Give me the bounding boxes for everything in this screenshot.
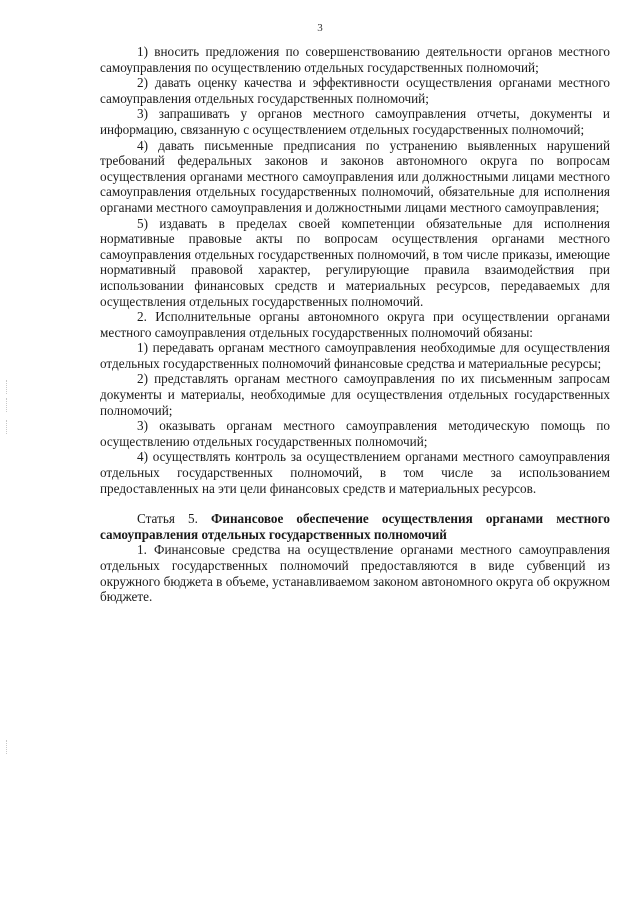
article-5-label: Статья 5.	[137, 511, 198, 527]
scan-artifact-mark	[6, 398, 8, 412]
paragraph-2: 2) давать оценку качества и эффективности осуществления органами местного самоуправления отдельных государственных полномочий;	[100, 75, 610, 106]
scan-artifact-mark	[6, 420, 8, 434]
paragraph-9: 3) оказывать органам местного самоуправления методическую помощь по осуществлению отдельных государственных полномочий;	[100, 418, 610, 449]
article-5-paragraph-1: 1. Финансовые средства на осуществление органами местного самоуправления отдельных государственных полномочий предоставляются в виде субвенций из окружного бюджета в объеме, устанавливаемом законом автономного округа об окружном бюджете.	[100, 542, 610, 605]
paragraph-5: 5) издавать в пределах своей компетенции обязательные для исполнения нормативные правовые акты по вопросам осуществления органами местного самоуправления отдельных государственных полномочий, в том числе приказы, имеющие нормативный правовой характер, регулирующие правила взаимодействия при использовании финансовых средств и материальных ресурсов, передаваемых для осуществления отдельных государственных полномочий.	[100, 215, 610, 309]
article-5-heading	[100, 511, 610, 542]
paragraph-10: 4) осуществлять контроль за осуществлением органами местного самоуправления отдельных государственных полномочий, в том числе за использованием предоставленных на эти цели финансовых средств и материальных ресурсов.	[100, 449, 610, 496]
paragraph-8: 2) представлять органам местного самоуправления по их письменным запросам документы и материалы, необходимые для осуществления отдельных государственных полномочий;	[100, 371, 610, 418]
article-5-title: Финансовое обеспечение осуществления органами местного самоуправления отдельных государственных полномочий	[100, 511, 611, 542]
paragraph-6: 2. Исполнительные органы автономного округа при осуществлении органами местного самоуправления отдельных государственных полномочий обязаны:	[100, 309, 610, 340]
paragraph-1: 1) вносить предложения по совершенствованию деятельности органов местного самоуправления по осуществлению отдельных государственных полномочий;	[100, 44, 610, 75]
scan-artifact-mark	[6, 740, 8, 754]
paragraph-3: 3) запрашивать у органов местного самоуправления отчеты, документы и информацию, связанную с осуществлением отдельных государственных полномочий;	[100, 106, 610, 137]
paragraph-7: 1) передавать органам местного самоуправления необходимые для осуществления отдельных государственных полномочий финансовые средства и материальные ресурсы;	[100, 340, 610, 371]
page-number: 3	[317, 22, 323, 34]
scan-artifact-mark	[6, 380, 8, 394]
document-body	[100, 44, 610, 605]
paragraph-4: 4) давать письменные предписания по устранению выявленных нарушений требований федеральных законов и законов автономного округа по вопросам осуществления органами местного самоуправления или должностными лицами местного самоуправления отдельных государственных полномочий, обязательные для исполнения органами местного самоуправления и должностными лицами местного самоуправления;	[100, 137, 610, 215]
